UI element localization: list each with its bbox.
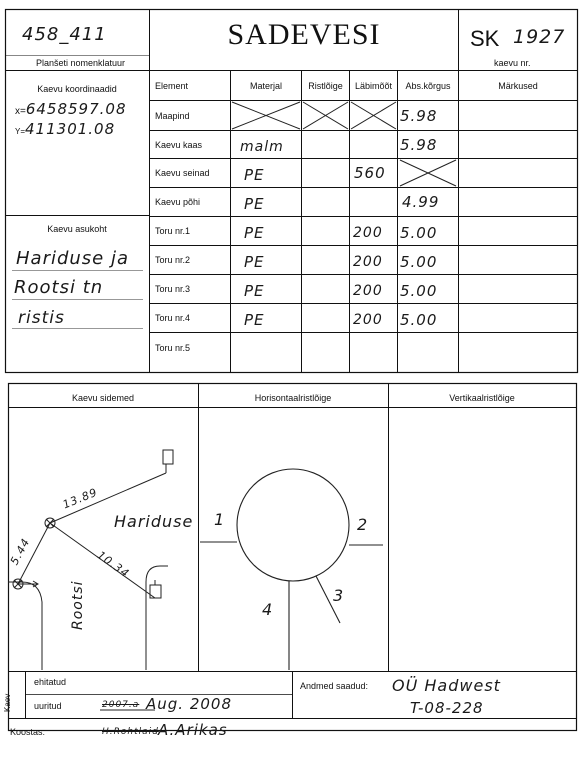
col-header-diameter: Läbimõõt: [354, 81, 393, 91]
row-diameter: 560: [354, 164, 386, 182]
row-element: Toru nr.4: [155, 313, 191, 323]
col-header-abs-elevation: Abs.kõrgus: [405, 81, 451, 91]
sheet-number: 458_411: [22, 24, 107, 45]
row-material: PE: [244, 195, 265, 213]
well-number: 1927: [513, 26, 566, 48]
surveyed-struck-value: 2007.a: [102, 700, 140, 710]
dimension-13-89: 13.89: [60, 485, 100, 512]
row-material: PE: [244, 311, 265, 329]
pipe-label-2: 2: [357, 515, 369, 534]
row-material: PE: [244, 224, 265, 242]
row-diameter: 200: [353, 283, 383, 299]
y-coordinate: [15, 120, 115, 138]
location-line-2: Rootsi tn: [14, 277, 104, 298]
row-abs: 5.00: [400, 311, 438, 329]
x-coordinate: [15, 100, 127, 118]
row-abs: 5.00: [400, 253, 438, 271]
row-diameter: 200: [353, 254, 383, 270]
row-diameter: 200: [353, 312, 383, 328]
col-header-element: Element: [155, 81, 189, 91]
row-element: Kaevu põhi: [155, 197, 201, 207]
dimension-5-44: 5.44: [7, 535, 33, 568]
pipe-label-1: 1: [214, 510, 226, 529]
row-abs: 5.00: [400, 224, 438, 242]
well-caption: kaevu nr.: [494, 58, 531, 68]
row-material: malm: [240, 138, 284, 155]
location-label: Kaevu asukoht: [47, 224, 107, 234]
location-line-3: ristis: [18, 308, 65, 328]
row-abs: 4.99: [402, 193, 440, 211]
row-element: Toru nr.3: [155, 284, 191, 294]
col-header-material: Materjal: [249, 81, 282, 91]
dimension-10-34: 10.34: [94, 548, 132, 581]
kaev-vertical-label: Kaev: [3, 693, 12, 712]
row-material: PE: [244, 166, 265, 184]
x-value: 6458597.08: [25, 100, 127, 118]
data-source-ref: T-08-228: [410, 699, 484, 717]
vertical-section-title: Vertikaalristlõige: [449, 393, 515, 403]
built-label: ehitatud: [34, 677, 67, 687]
pipe-label-4: 4: [262, 600, 274, 619]
y-value: 411301.08: [25, 120, 116, 138]
row-element: Toru nr.5: [155, 342, 191, 353]
well-prefix: SK: [470, 26, 500, 51]
street-hariduse: Hariduse: [114, 512, 194, 531]
row-material: PE: [244, 253, 265, 271]
row-abs: 5.00: [400, 282, 438, 300]
data-source-company: OÜ Hadwest: [392, 676, 501, 695]
sheet-caption: Planšeti nomenklatuur: [36, 58, 126, 68]
surveyed-value: Aug. 2008: [146, 695, 232, 713]
sketch-title: Kaevu sidemed: [71, 393, 135, 403]
row-abs: 5.98: [400, 106, 438, 125]
surveyed-label: uuritud: [34, 701, 62, 711]
horizontal-section-title: Horisontaalristlõige: [254, 393, 332, 403]
row-element: Toru nr.2: [155, 255, 191, 265]
coordinates-label: Kaevu koordinaadid: [37, 84, 117, 94]
location-line-1: Hariduse ja: [16, 248, 130, 269]
row-diameter: 200: [353, 225, 383, 241]
row-element: Kaevu kaas: [155, 139, 203, 150]
y-prefix: Y=: [15, 127, 26, 136]
x-prefix: x=: [15, 106, 26, 117]
col-header-section: Ristlõige: [308, 81, 343, 91]
row-element: Maapind: [155, 110, 190, 121]
compiler-struck-value: H.Rohtlaid: [102, 727, 159, 737]
row-element: Kaevu seinad: [155, 168, 210, 178]
col-header-remarks: Märkused: [498, 81, 538, 91]
pipe-label-3: 3: [333, 586, 345, 605]
row-abs: 5.98: [400, 135, 438, 154]
compiler-value: A.Arikas: [158, 721, 228, 739]
data-source-label: Andmed saadud:: [300, 681, 369, 691]
street-rootsi: Rootsi: [70, 580, 86, 630]
compiler-label: Koostas:: [10, 727, 46, 737]
row-material: PE: [244, 282, 265, 300]
form-bottom-grid: [0, 380, 584, 758]
page-title: SADEVESI: [227, 18, 381, 51]
row-element: Toru nr.1: [155, 226, 191, 236]
